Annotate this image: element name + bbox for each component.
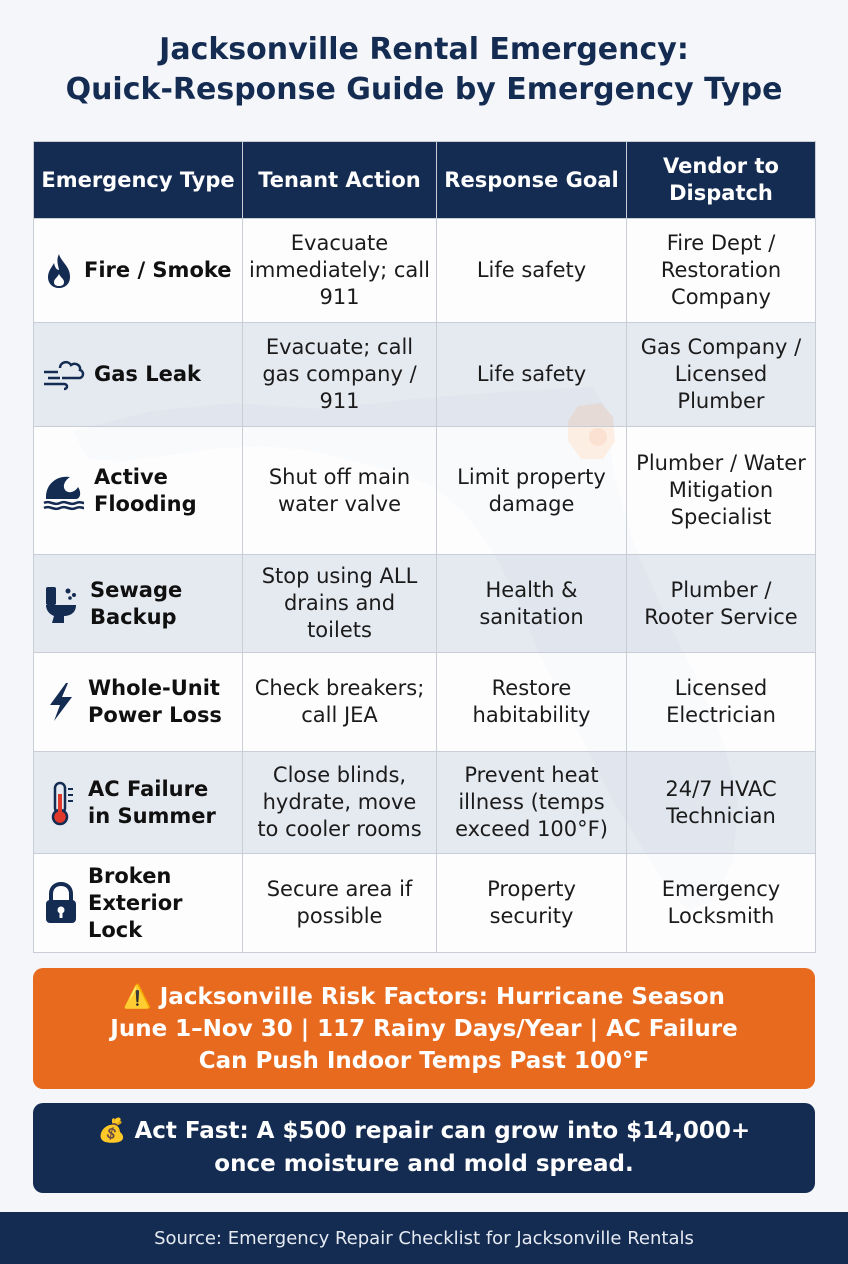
table-row <box>34 555 816 653</box>
emergency-type-cell <box>34 555 243 653</box>
response-goal-cell: Property security <box>437 854 627 953</box>
emergency-type-label: Sewage Backup <box>90 577 183 629</box>
emergency-type-cell <box>34 323 243 427</box>
table-row <box>34 323 816 427</box>
page-title <box>0 30 848 110</box>
act-fast-banner <box>33 1103 815 1193</box>
vendor-cell: 24/7 HVAC Technician <box>627 752 816 854</box>
source-footer: Source: Emergency Repair Checklist for Jacksonville Rentals <box>0 1212 848 1264</box>
emergency-type-cell <box>34 219 243 323</box>
thermometer-icon <box>42 780 80 826</box>
response-goal-cell: Life safety <box>437 323 627 427</box>
header-tenant-action: Tenant Action <box>243 142 437 219</box>
emergency-type-label: AC Failure in Summer <box>88 776 216 828</box>
fire-icon <box>42 252 76 290</box>
vendor-cell: Gas Company / Licensed Plumber <box>627 323 816 427</box>
emergency-type-label: Active Flooding <box>94 464 197 516</box>
table-row <box>34 854 816 953</box>
emergency-type-label: Whole-Unit Power Loss <box>88 676 222 727</box>
vendor-cell: Fire Dept / Restoration Company <box>627 219 816 323</box>
header-emergency-type: Emergency Type <box>34 142 243 219</box>
tenant-action-cell: Evacuate; call gas company / 911 <box>243 323 437 427</box>
tenant-action-cell: Shut off main water valve <box>243 427 437 555</box>
emergency-type-cell <box>34 752 243 854</box>
title-line-1: Jacksonville Rental Emergency: <box>159 32 689 67</box>
response-goal-cell: Health & sanitation <box>437 555 627 653</box>
tenant-action-cell: Check breakers; call JEA <box>243 653 437 752</box>
tenant-action-cell: Evacuate immediately; call 911 <box>243 219 437 323</box>
emergency-type-label: Broken Exterior Lock <box>88 863 183 942</box>
toilet-icon <box>42 583 82 625</box>
response-goal-cell: Prevent heat illness (temps exceed 100°F) <box>437 752 627 854</box>
header-vendor: Vendor to Dispatch <box>627 142 816 219</box>
table-row <box>34 427 816 555</box>
risk-line-2: June 1–Nov 30 | 117 Rainy Days/Year | AC Failure <box>110 1015 738 1042</box>
lock-icon <box>42 881 80 925</box>
title-line-2: Quick-Response Guide by Emergency Type <box>65 72 783 107</box>
risk-line-1: ⚠️ Jacksonville Risk Factors: Hurricane Season <box>123 983 725 1010</box>
vendor-cell: Emergency Locksmith <box>627 854 816 953</box>
emergency-type-cell <box>34 854 243 953</box>
act-fast-line-2: once moisture and mold spread. <box>214 1151 634 1177</box>
header-response-goal: Response Goal <box>437 142 627 219</box>
vendor-cell: Licensed Electrician <box>627 653 816 752</box>
table-row <box>34 653 816 752</box>
risk-factors-banner <box>33 968 815 1089</box>
table-row <box>34 752 816 854</box>
vendor-cell: Plumber / Water Mitigation Specialist <box>627 427 816 555</box>
vendor-cell: Plumber / Rooter Service <box>627 555 816 653</box>
table-row <box>34 219 816 323</box>
table-header-row <box>34 142 816 219</box>
act-fast-line-1: 💰 Act Fast: A $500 repair can grow into $14,000+ <box>97 1118 751 1144</box>
flood-icon <box>42 471 86 511</box>
emergency-type-label: Fire / Smoke <box>84 258 232 282</box>
response-goal-cell: Restore habitability <box>437 653 627 752</box>
emergency-type-label: Gas Leak <box>94 362 201 386</box>
tenant-action-cell: Secure area if possible <box>243 854 437 953</box>
emergency-table <box>33 141 816 953</box>
gas-icon <box>42 358 86 392</box>
risk-line-3: Can Push Indoor Temps Past 100°F <box>198 1047 650 1074</box>
emergency-type-cell <box>34 653 243 752</box>
tenant-action-cell: Close blinds, hydrate, move to cooler rooms <box>243 752 437 854</box>
lightning-icon <box>42 681 80 723</box>
tenant-action-cell: Stop using ALL drains and toilets <box>243 555 437 653</box>
emergency-type-cell <box>34 427 243 555</box>
emergency-table-container <box>33 141 815 952</box>
response-goal-cell: Life safety <box>437 219 627 323</box>
response-goal-cell: Limit property damage <box>437 427 627 555</box>
